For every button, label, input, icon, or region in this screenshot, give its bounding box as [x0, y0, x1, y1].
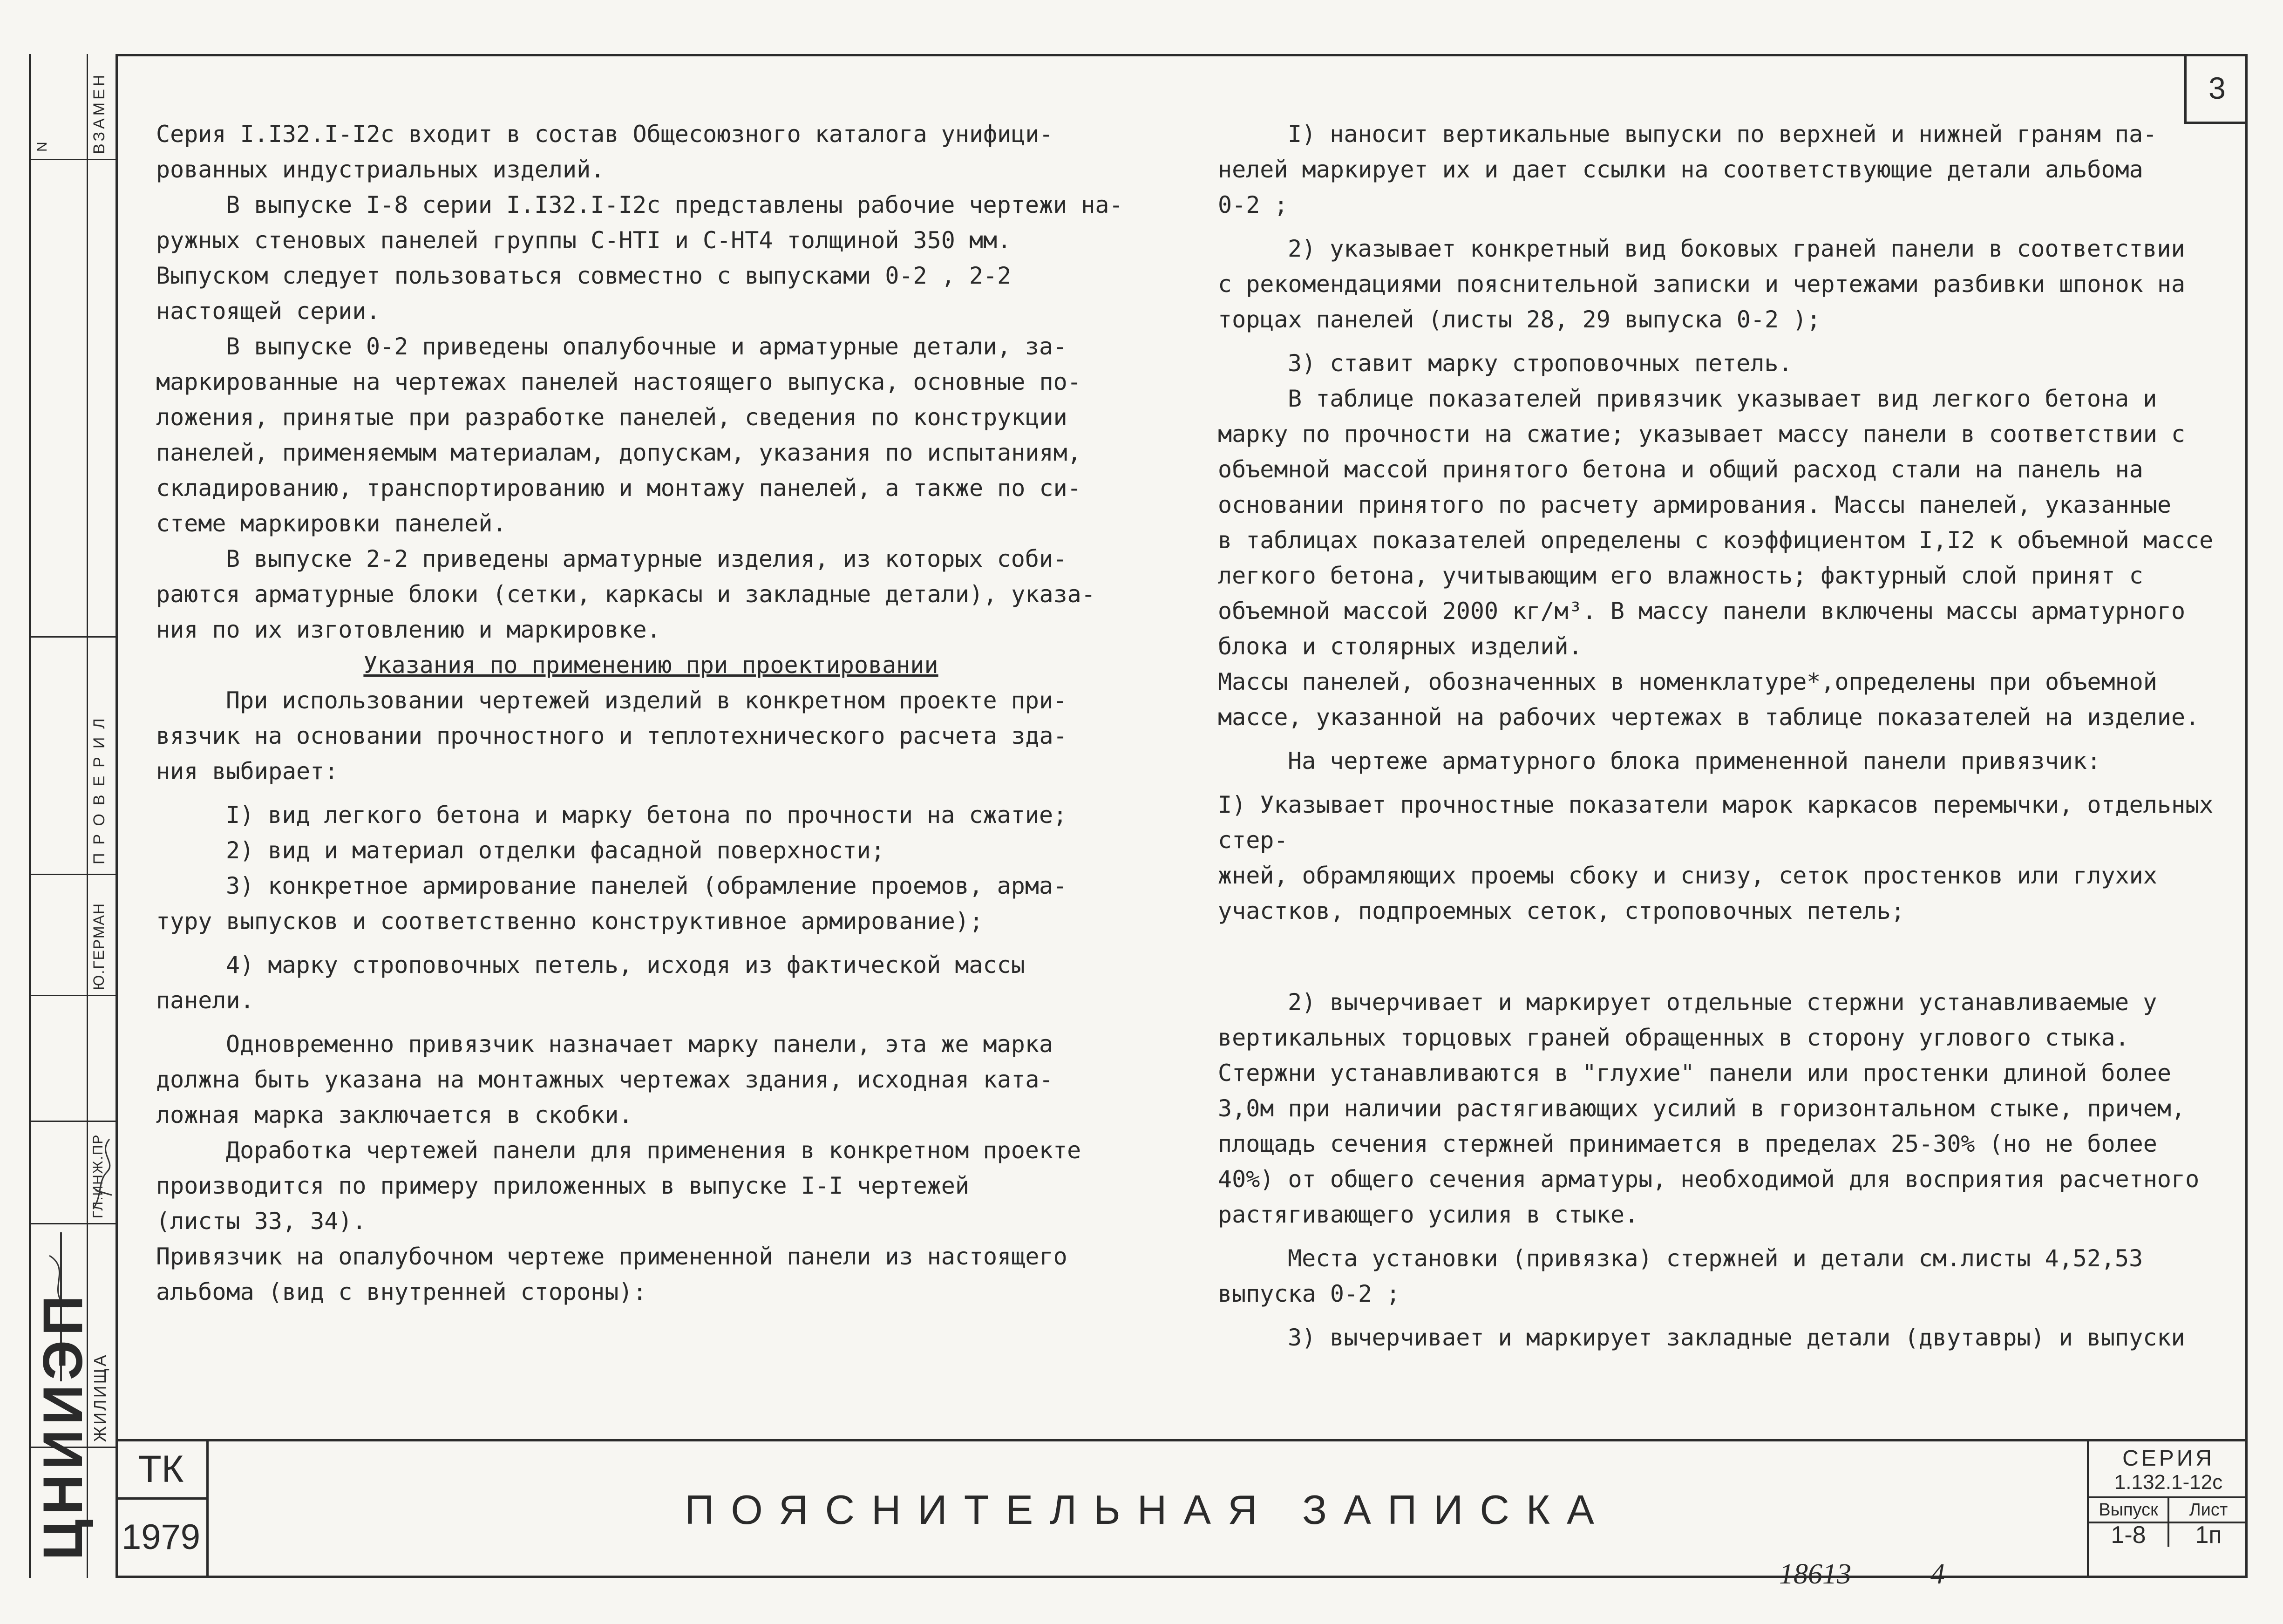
text-line: массе, указанной на рабочих чертежах в таблице показателей на изделие. [1218, 704, 2200, 731]
paragraph-gap [1218, 223, 2247, 231]
text-line: складированию, транспортированию и монтажу панелей, а также по си- [156, 475, 1081, 502]
issue-label: Выпуск [2089, 1498, 2167, 1523]
text-line: В таблице показателей привязчик указывает вид легкого бетона и [1288, 385, 2157, 412]
text-line: легкого бетона, учитывающим его влажность; фактурный слой принят с [1218, 562, 2143, 589]
text-line: блока и столярных изделий. [1218, 633, 1583, 660]
text-line: объемной массой 2000 кг/м³. В массу панели включены массы арматурного [1218, 598, 2186, 625]
text-line: 4) марку строповочных петель, исходя из фактической массы [226, 951, 1025, 978]
text-line: растягивающего усилия в стыке. [1218, 1201, 1639, 1228]
text-line: I) Указывает прочностные показатели марок каркасов перемычки, отдельных стер- [1218, 791, 2214, 854]
text-line: ружных стеновых панелей группы С-НТI и С-НТ4 толщиной 350 мм. [156, 227, 1012, 254]
tk-box [116, 1441, 209, 1578]
text-line: 0-2 ; [1218, 191, 1288, 218]
text-line: панелей, применяемым материалам, допускам, указания по испытаниям, [156, 439, 1081, 466]
paragraph-gap [1218, 929, 2247, 985]
text-line: альбома (вид с внутренней стороны): [156, 1278, 647, 1305]
strip-row-divider [31, 636, 117, 638]
text-line: 40%) от общего сечения арматуры, необходимой для восприятия расчетного [1218, 1166, 2200, 1193]
text-line: с рекомендациями пояснительной записки и чертежами разбивки шпонок на [1218, 271, 2186, 298]
text-line: ния по их изготовлению и маркировке. [156, 616, 661, 643]
signature-mark [88, 1125, 116, 1218]
text-line: рованных индустриальных изделий. [156, 156, 605, 183]
paragraph-gap [156, 789, 1146, 797]
text-line: площадь сечения стержней принимается в пределах 25-30% (но не более [1218, 1130, 2157, 1157]
text-line: Одновременно привязчик назначает марку панели, эта же марка [226, 1031, 1053, 1058]
section-heading: Указания по применению при проектировании [363, 652, 938, 679]
paragraph-gap [156, 1018, 1146, 1026]
text-line: Места установки (привязка) стержней и детали см.листы 4,52,53 [1288, 1245, 2143, 1272]
text-line: вертикальных торцовых граней обращенных в сторону углового стыка. [1218, 1024, 2129, 1051]
text-line: торцах панелей (листы 28, 29 выпуска 0-2 ); [1218, 306, 1821, 333]
title-block [116, 1439, 2248, 1578]
text-line: вязчик на основании прочностного и теплотехнического расчета зда- [156, 722, 1067, 749]
text-line: Массы панелей, обозначенных в номенклатуре*,определены при объемной [1218, 668, 2157, 695]
sheet-number: 3 [2184, 54, 2248, 124]
text-line: панели. [156, 987, 254, 1014]
paragraph-gap [1218, 337, 2247, 346]
text-line: ложная марка заключается в скобки. [156, 1101, 633, 1128]
text-line: При использовании чертежей изделий в конкретном проекте при- [226, 687, 1067, 714]
text-line: I) наносит вертикальные выпуски по верхней и нижней граням па- [1288, 121, 2157, 148]
text-line: Доработка чертежей панели для применения в конкретном проекте [226, 1137, 1081, 1164]
footer-code: 18613 [1779, 1558, 1851, 1590]
text-line: 2) указывает конкретный вид боковых граней панели в соответствии [1288, 235, 2185, 262]
text-line: раются арматурные блоки (сетки, каркасы и закладные детали), указа- [156, 581, 1095, 608]
text-line: настоящей серии. [156, 298, 380, 325]
text-line: ложения, принятые при разработке панелей, сведения по конструкции [156, 404, 1067, 431]
strip-vzamen-label: ВЗАМЕН [90, 72, 108, 154]
text-line: туру выпусков и соответственно конструктивное армирование); [156, 908, 984, 935]
text-line: 3,0м при наличии растягивающих усилий в горизонтальном стыке, причем, [1218, 1095, 2186, 1122]
series-grid [2089, 1498, 2248, 1547]
text-line: 3) ставит марку строповочных петель. [1288, 350, 1793, 377]
left-text-column [156, 116, 1146, 1310]
strip-proveril-label: ПРОВЕРИЛ [90, 710, 108, 864]
text-line: нелей маркирует их и дает ссылки на соответствующие детали альбома [1218, 156, 2143, 183]
text-line: В выпуске I-8 серии I.I32.I-I2с представлены рабочие чертежи на- [226, 191, 1123, 218]
series-box [2087, 1441, 2248, 1578]
sheet-label: Лист [2169, 1498, 2248, 1523]
paragraph-gap [1218, 735, 2247, 743]
text-line: марку по прочности на сжатие; указывает массу панели в соответствии с [1218, 421, 2186, 448]
text-line: Выпуском следует пользоваться совместно с выпусками 0-2 , 2-2 [156, 262, 1012, 289]
strip-row-divider [31, 1121, 117, 1122]
issue-cell [2089, 1498, 2169, 1547]
text-line: Серия I.I32.I-I2с входит в состав Общесоюзного каталога унифици- [156, 121, 1053, 148]
text-line: жней, обрамляющих проемы сбоку и снизу, сеток простенков или глухих [1218, 862, 2157, 889]
tk-label: ТК [116, 1441, 206, 1500]
paragraph-gap [156, 939, 1146, 947]
text-line: должна быть указана на монтажных чертежах здания, исходная ката- [156, 1066, 1053, 1093]
text-line: 2) вычерчивает и маркирует отдельные стержни устанавливаемые у [1288, 989, 2157, 1016]
text-line: участков, подпроемных сеток, строповочных петель; [1218, 897, 1905, 924]
strip-role-label: ГЛ.ИНЖ.ПР [90, 1134, 106, 1218]
text-line: I) вид легкого бетона и марку бетона по прочности на сжатие; [226, 802, 1067, 829]
strip-person-name: Ю.ГЕРМАН [90, 903, 107, 990]
text-line: Стержни устанавливаются в "глухие" панели или простенки длиной более [1218, 1060, 2171, 1087]
text-line: 2) вид и материал отделки фасадной поверхности; [226, 837, 885, 864]
right-text-column [1218, 116, 2247, 1355]
issue-value: 1-8 [2111, 1522, 2146, 1549]
institute-name: ЦНИИЭП [32, 1291, 94, 1560]
text-line: ния выбирает: [156, 758, 339, 785]
strip-row-divider [31, 874, 117, 875]
paragraph-gap [1218, 779, 2247, 787]
text-line: Привязчик на опалубочном чертеже примененной панели из настоящего [156, 1243, 1067, 1270]
text-line: в таблицах показателей определены с коэффициентом I,I2 к объемной массе [1218, 527, 2214, 554]
strip-marker: N [34, 139, 50, 152]
paragraph-gap [1218, 1232, 2247, 1241]
text-line: 3) конкретное армирование панелей (обрамление проемов, арма- [226, 872, 1067, 899]
text-line: 3) вычерчивает и маркирует закладные детали (двутавры) и выпуски [1288, 1324, 2185, 1351]
text-line: В выпуске 2-2 приведены арматурные изделия, из которых соби- [226, 545, 1067, 572]
footer-page: 4 [1930, 1558, 1945, 1590]
series-number: 1.132.1-12с [2089, 1471, 2248, 1498]
document-title: ПОЯСНИТЕЛЬНАЯ ЗАПИСКА [685, 1486, 1611, 1533]
tk-year: 1979 [121, 1517, 201, 1557]
strip-row-divider [31, 995, 117, 996]
text-line: стеме маркировки панелей. [156, 510, 507, 537]
text-line: (листы 33, 34). [156, 1208, 367, 1235]
text-line: объемной массой принятого бетона и общий расход стали на панель на [1218, 456, 2143, 483]
series-label: СЕРИЯ [2122, 1446, 2215, 1471]
text-line: На чертеже арматурного блока примененной панели привязчик: [1288, 747, 2101, 775]
strip-row-divider [31, 1223, 117, 1224]
sheet-cell [2169, 1498, 2248, 1547]
text-line: основании принятого по расчету армирования. Массы панелей, указанные [1218, 491, 2171, 518]
text-line: В выпуске 0-2 приведены опалубочные и арматурные детали, за- [226, 333, 1067, 360]
strip-row-divider [31, 159, 117, 160]
sheet-value: 1п [2195, 1522, 2222, 1549]
text-line: маркированные на чертежах панелей настоящего выпуска, основные по- [156, 368, 1081, 395]
strip-org-label: ЖИЛИЩА [90, 1353, 109, 1442]
text-line: выпуска 0-2 ; [1218, 1280, 1400, 1307]
text-line: производится по примеру приложенных в выпуске I-I чертежей [156, 1172, 969, 1199]
paragraph-gap [1218, 1311, 2247, 1320]
